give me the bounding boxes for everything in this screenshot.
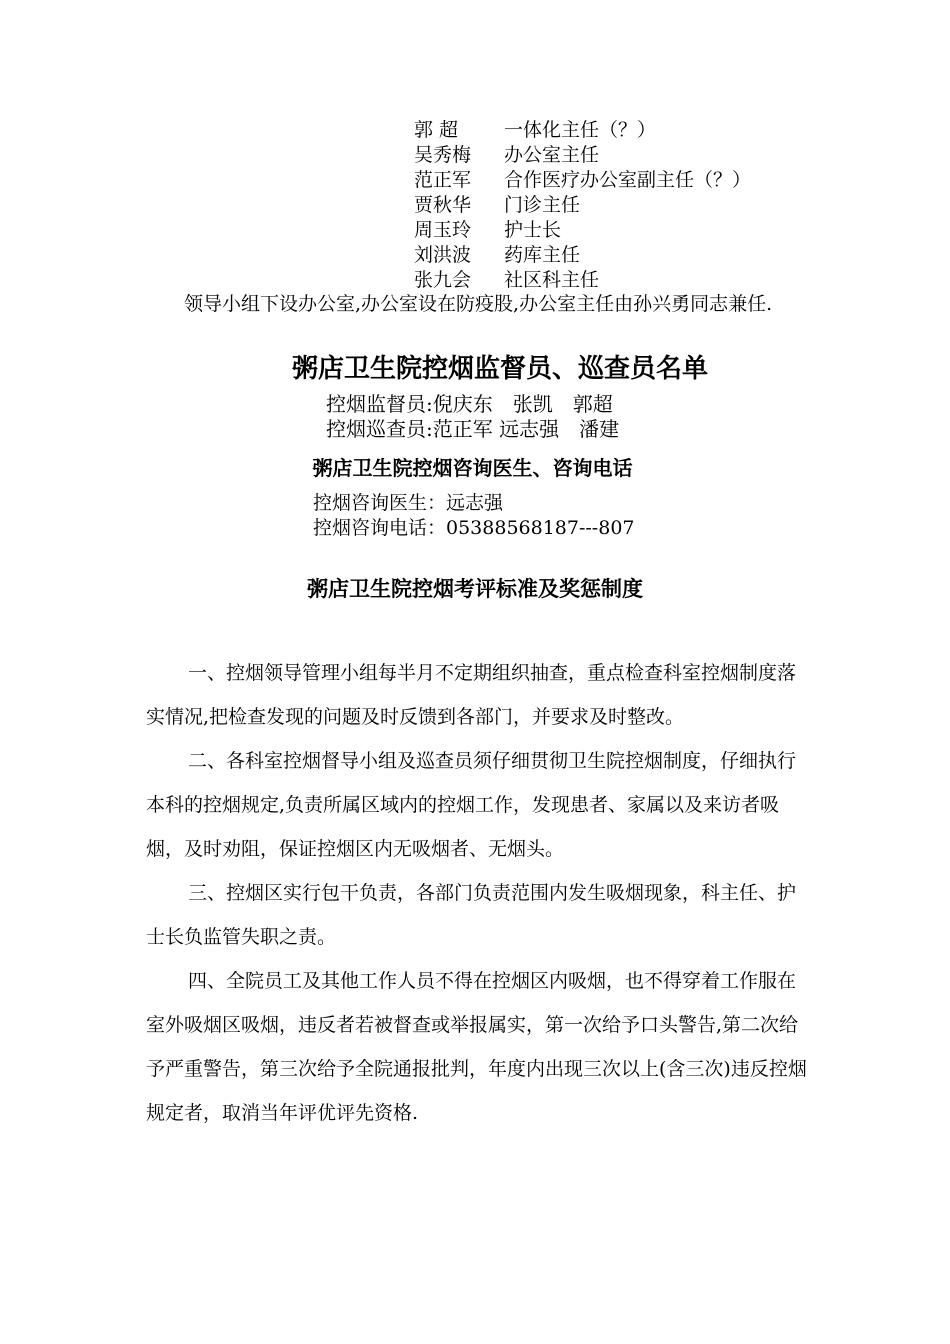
member-name: 贾秋华 — [414, 194, 472, 216]
member-title: 药库主任 — [504, 244, 581, 266]
member-title: 社区科主任 — [504, 269, 600, 291]
heading-rules: 粥店卫生院控烟考评标准及奖惩制度 — [307, 576, 643, 601]
member-row — [414, 218, 751, 243]
heading-consult: 粥店卫生院控烟咨询医生、咨询电话 — [312, 456, 633, 480]
member-name: 范正军 — [414, 169, 472, 191]
consult-info — [313, 491, 635, 541]
office-paragraph: 领导小组下设办公室,办公室设在防疫股,办公室主任由孙兴勇同志兼任. — [184, 293, 773, 315]
member-title: 办公室主任 — [504, 144, 600, 166]
member-name: 张九会 — [414, 269, 472, 291]
member-title: 合作医疗办公室副主任（？） — [504, 169, 752, 191]
rule-paragraph: 三、控烟区实行包干负责，各部门负责范围内发生吸烟现象，科主任、护士长负监管失职之责。 — [146, 882, 797, 948]
rule-paragraph: 二、各科室控烟督导小组及巡查员须仔细贯彻卫生院控烟制度，仔细执行本科的控烟规定,负责所属区域内的控烟工作，发现患者、家属以及来访者吸烟，及时劝阻，保证控烟区内无吸烟者、无烟头。 — [146, 750, 797, 860]
supervisor-list — [326, 392, 619, 442]
member-row — [414, 193, 751, 218]
heading-supervisors: 粥店卫生院控烟监督员、巡查员名单 — [291, 354, 708, 384]
member-row — [414, 118, 751, 143]
rule-paragraph: 四、全院员工及其他工作人员不得在控烟区内吸烟，也不得穿着工作服在室外吸烟区吸烟，违反者若被督查或举报属实，第一次给予口头警告,第二次给予严重警告，第三次给予全院通报批判，年度内出现三次以上(含三次)违反控烟规定者，取消当年评优评先资格. — [146, 970, 807, 1124]
member-name: 吴秀梅 — [414, 144, 472, 166]
member-title: 一体化主任（？） — [504, 119, 657, 141]
member-row — [414, 268, 751, 293]
member-name: 周玉玲 — [414, 219, 472, 241]
leadership-member-list — [414, 118, 751, 293]
consult-phone: 控烟咨询电话：05388568187---807 — [313, 517, 635, 539]
supervisor-line: 控烟监督员:倪庆东 张凯 郭超 — [326, 392, 613, 416]
rule-paragraph: 一、控烟领导管理小组每半月不定期组织抽查，重点检查科室控烟制度落实情况,把检查发现的问题及时反馈到各部门，并要求及时整改。 — [146, 662, 797, 728]
member-name: 郭 超 — [414, 119, 459, 141]
member-title: 护士长 — [504, 219, 562, 241]
member-row — [414, 243, 751, 268]
member-row — [414, 143, 751, 168]
member-row — [414, 168, 751, 193]
inspector-line: 控烟巡查员:范正军 远志强 潘建 — [326, 417, 620, 441]
member-name: 刘洪波 — [414, 244, 472, 266]
consult-doctor: 控烟咨询医生：远志强 — [313, 492, 504, 514]
member-title: 门诊主任 — [504, 194, 581, 216]
rules-section — [146, 651, 808, 1135]
